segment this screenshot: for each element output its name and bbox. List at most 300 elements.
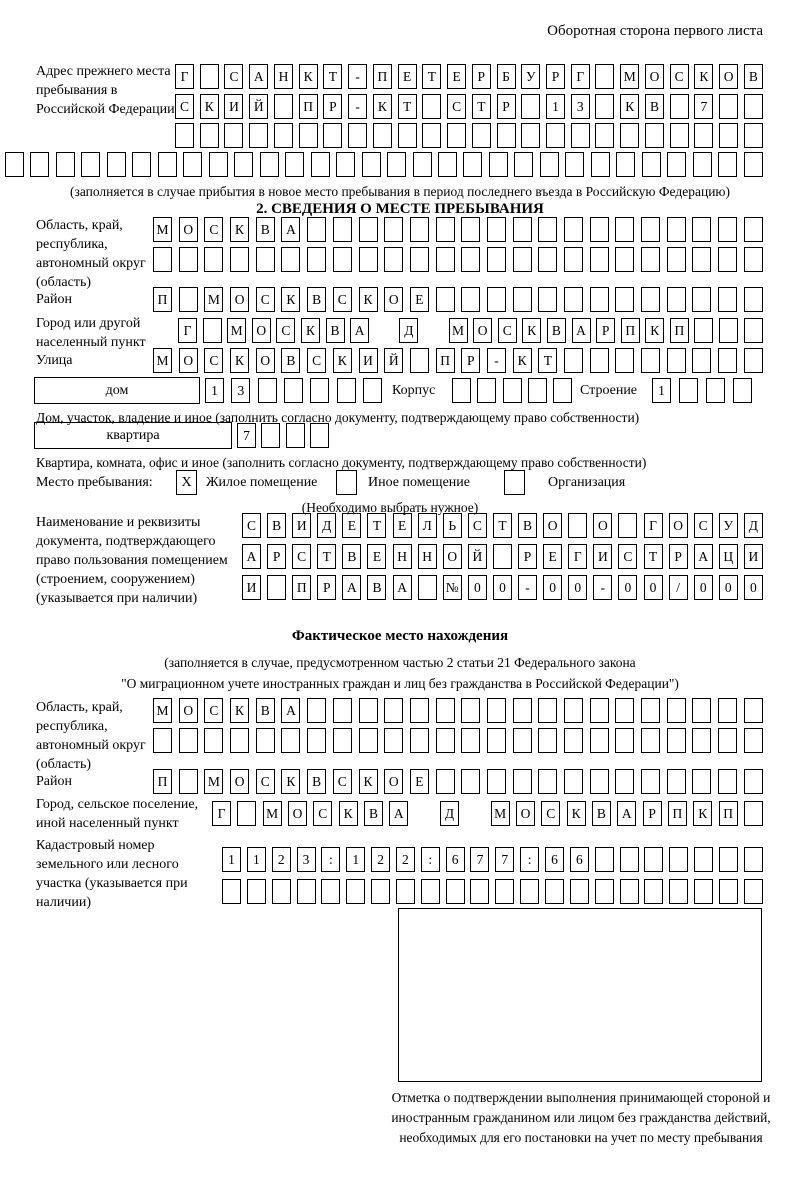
char-box[interactable]: С <box>333 769 352 794</box>
char-box[interactable] <box>694 879 713 904</box>
char-box[interactable] <box>452 378 471 403</box>
char-box[interactable] <box>132 152 151 177</box>
char-box[interactable] <box>692 247 711 272</box>
char-box[interactable]: В <box>307 287 326 312</box>
char-box[interactable] <box>200 123 219 148</box>
char-box[interactable]: А <box>249 64 268 89</box>
char-box[interactable] <box>461 247 480 272</box>
char-box[interactable]: Е <box>367 544 386 569</box>
char-box[interactable]: Т <box>644 544 663 569</box>
char-box[interactable]: М <box>153 348 172 373</box>
char-box[interactable] <box>615 217 634 242</box>
char-box[interactable]: О <box>179 698 198 723</box>
char-box[interactable]: А <box>281 698 300 723</box>
char-box[interactable] <box>336 152 355 177</box>
char-box[interactable]: : <box>421 847 440 872</box>
char-box[interactable]: С <box>276 318 295 343</box>
char-box[interactable]: О <box>384 287 403 312</box>
char-box[interactable] <box>237 801 256 826</box>
char-box[interactable]: О <box>230 769 249 794</box>
char-box[interactable]: К <box>281 287 300 312</box>
char-box[interactable] <box>719 123 738 148</box>
char-box[interactable]: С <box>242 513 261 538</box>
char-box[interactable]: К <box>281 769 300 794</box>
char-box[interactable]: А <box>694 544 713 569</box>
char-box[interactable]: М <box>204 287 223 312</box>
char-box[interactable]: 2 <box>371 847 390 872</box>
char-box[interactable]: № <box>443 575 462 600</box>
char-box[interactable]: Р <box>317 575 336 600</box>
char-box[interactable] <box>311 152 330 177</box>
char-box[interactable]: П <box>153 287 172 312</box>
char-box[interactable]: И <box>242 575 261 600</box>
char-box[interactable] <box>615 247 634 272</box>
char-box[interactable]: С <box>670 64 689 89</box>
char-box[interactable] <box>733 378 752 403</box>
char-box[interactable]: С <box>204 698 223 723</box>
char-box[interactable]: С <box>256 769 275 794</box>
char-box[interactable] <box>667 247 686 272</box>
char-box[interactable] <box>267 575 286 600</box>
char-box[interactable]: Р <box>546 64 565 89</box>
char-box[interactable]: 1 <box>346 847 365 872</box>
char-box[interactable] <box>744 247 763 272</box>
char-box[interactable] <box>641 217 660 242</box>
char-box[interactable] <box>30 152 49 177</box>
char-box[interactable] <box>81 152 100 177</box>
char-box[interactable]: А <box>617 801 636 826</box>
char-box[interactable]: П <box>153 769 172 794</box>
char-box[interactable] <box>620 879 639 904</box>
char-box[interactable] <box>384 728 403 753</box>
char-box[interactable]: Т <box>422 64 441 89</box>
char-box[interactable] <box>595 94 614 119</box>
char-box[interactable] <box>387 152 406 177</box>
char-box[interactable] <box>521 94 540 119</box>
char-box[interactable] <box>410 728 429 753</box>
char-box[interactable] <box>200 64 219 89</box>
char-box[interactable]: Н <box>274 64 293 89</box>
char-box[interactable] <box>620 847 639 872</box>
char-box[interactable]: В <box>342 544 361 569</box>
char-box[interactable] <box>209 152 228 177</box>
char-box[interactable]: П <box>668 801 687 826</box>
char-box[interactable] <box>359 728 378 753</box>
char-box[interactable]: 3 <box>297 847 316 872</box>
char-box[interactable] <box>590 698 609 723</box>
char-box[interactable] <box>564 728 583 753</box>
char-box[interactable] <box>359 217 378 242</box>
char-box[interactable] <box>418 575 437 600</box>
char-box[interactable]: В <box>518 513 537 538</box>
char-box[interactable]: С <box>204 217 223 242</box>
char-box[interactable] <box>615 698 634 723</box>
char-box[interactable] <box>564 217 583 242</box>
char-box[interactable] <box>446 879 465 904</box>
char-box[interactable] <box>158 152 177 177</box>
char-box[interactable]: С <box>694 513 713 538</box>
char-box[interactable]: 0 <box>493 575 512 600</box>
char-box[interactable]: И <box>744 544 763 569</box>
char-box[interactable] <box>718 698 737 723</box>
char-box[interactable] <box>595 64 614 89</box>
char-box[interactable]: 1 <box>205 378 224 403</box>
char-box[interactable] <box>310 378 329 403</box>
char-box[interactable] <box>644 847 663 872</box>
char-box[interactable] <box>436 247 455 272</box>
char-box[interactable] <box>307 728 326 753</box>
char-box[interactable] <box>436 217 455 242</box>
char-box[interactable] <box>706 378 725 403</box>
char-box[interactable] <box>692 728 711 753</box>
char-box[interactable]: К <box>359 287 378 312</box>
char-box[interactable]: Е <box>447 64 466 89</box>
apartment-type-box[interactable]: квартира <box>34 422 232 449</box>
char-box[interactable]: О <box>473 318 492 343</box>
char-box[interactable] <box>641 728 660 753</box>
char-box[interactable]: Й <box>384 348 403 373</box>
char-box[interactable] <box>615 287 634 312</box>
char-box[interactable]: М <box>449 318 468 343</box>
char-box[interactable] <box>362 152 381 177</box>
char-box[interactable] <box>410 698 429 723</box>
char-box[interactable] <box>667 217 686 242</box>
char-box[interactable] <box>359 698 378 723</box>
char-box[interactable] <box>107 152 126 177</box>
char-box[interactable]: 3 <box>571 94 590 119</box>
char-box[interactable] <box>307 217 326 242</box>
char-box[interactable]: П <box>373 64 392 89</box>
char-box[interactable]: Ц <box>719 544 738 569</box>
char-box[interactable]: Г <box>178 318 197 343</box>
char-box[interactable]: 3 <box>231 378 250 403</box>
char-box[interactable] <box>641 247 660 272</box>
char-box[interactable]: - <box>518 575 537 600</box>
char-box[interactable] <box>642 152 661 177</box>
char-box[interactable] <box>297 879 316 904</box>
char-box[interactable] <box>545 879 564 904</box>
char-box[interactable]: В <box>367 575 386 600</box>
char-box[interactable]: : <box>321 847 340 872</box>
char-box[interactable]: К <box>373 94 392 119</box>
char-box[interactable] <box>256 728 275 753</box>
char-box[interactable] <box>667 698 686 723</box>
char-box[interactable] <box>719 847 738 872</box>
char-box[interactable] <box>670 94 689 119</box>
char-box[interactable] <box>571 123 590 148</box>
char-box[interactable]: 0 <box>543 575 562 600</box>
char-box[interactable] <box>234 152 253 177</box>
char-box[interactable] <box>179 728 198 753</box>
char-box[interactable] <box>641 769 660 794</box>
char-box[interactable] <box>204 247 223 272</box>
char-box[interactable] <box>447 123 466 148</box>
char-box[interactable] <box>281 728 300 753</box>
char-box[interactable] <box>615 348 634 373</box>
char-box[interactable] <box>461 769 480 794</box>
char-box[interactable]: 0 <box>468 575 487 600</box>
char-box[interactable]: О <box>179 217 198 242</box>
checkbox-organizatsiya[interactable] <box>504 470 525 495</box>
char-box[interactable] <box>421 879 440 904</box>
char-box[interactable] <box>513 247 532 272</box>
char-box[interactable]: А <box>389 801 408 826</box>
char-box[interactable]: Г <box>212 801 231 826</box>
char-box[interactable]: С <box>333 287 352 312</box>
char-box[interactable] <box>333 217 352 242</box>
char-box[interactable] <box>493 544 512 569</box>
char-box[interactable] <box>175 123 194 148</box>
char-box[interactable] <box>179 247 198 272</box>
char-box[interactable] <box>396 879 415 904</box>
char-box[interactable]: А <box>242 544 261 569</box>
char-box[interactable]: К <box>513 348 532 373</box>
char-box[interactable] <box>183 152 202 177</box>
char-box[interactable]: С <box>313 801 332 826</box>
char-box[interactable] <box>461 698 480 723</box>
char-box[interactable] <box>422 123 441 148</box>
char-box[interactable] <box>513 728 532 753</box>
char-box[interactable] <box>692 698 711 723</box>
char-box[interactable]: 7 <box>694 94 713 119</box>
char-box[interactable]: И <box>593 544 612 569</box>
char-box[interactable]: В <box>645 94 664 119</box>
char-box[interactable] <box>744 698 763 723</box>
char-box[interactable] <box>564 287 583 312</box>
char-box[interactable] <box>694 318 713 343</box>
char-box[interactable] <box>359 247 378 272</box>
char-box[interactable]: С <box>618 544 637 569</box>
char-box[interactable] <box>718 152 737 177</box>
char-box[interactable] <box>261 423 280 448</box>
char-box[interactable]: Д <box>744 513 763 538</box>
char-box[interactable] <box>667 769 686 794</box>
char-box[interactable] <box>497 123 516 148</box>
char-box[interactable]: В <box>256 698 275 723</box>
char-box[interactable]: Г <box>175 64 194 89</box>
char-box[interactable] <box>487 287 506 312</box>
char-box[interactable]: 6 <box>446 847 465 872</box>
char-box[interactable] <box>645 123 664 148</box>
char-box[interactable] <box>307 247 326 272</box>
char-box[interactable]: П <box>436 348 455 373</box>
house-type-box[interactable]: дом <box>34 377 200 404</box>
char-box[interactable] <box>470 879 489 904</box>
char-box[interactable] <box>744 123 763 148</box>
char-box[interactable] <box>384 698 403 723</box>
char-box[interactable] <box>513 769 532 794</box>
char-box[interactable]: К <box>645 318 664 343</box>
char-box[interactable] <box>669 847 688 872</box>
char-box[interactable]: В <box>592 801 611 826</box>
char-box[interactable]: - <box>487 348 506 373</box>
char-box[interactable]: С <box>541 801 560 826</box>
char-box[interactable]: К <box>620 94 639 119</box>
char-box[interactable]: К <box>567 801 586 826</box>
char-box[interactable]: Д <box>440 801 459 826</box>
char-box[interactable] <box>538 287 557 312</box>
char-box[interactable]: 0 <box>644 575 663 600</box>
char-box[interactable] <box>281 247 300 272</box>
char-box[interactable] <box>520 879 539 904</box>
char-box[interactable] <box>718 217 737 242</box>
char-box[interactable] <box>744 769 763 794</box>
char-box[interactable] <box>410 217 429 242</box>
char-box[interactable] <box>284 378 303 403</box>
char-box[interactable] <box>514 152 533 177</box>
char-box[interactable]: М <box>227 318 246 343</box>
char-box[interactable] <box>744 879 763 904</box>
char-box[interactable]: О <box>516 801 535 826</box>
char-box[interactable] <box>513 217 532 242</box>
char-box[interactable] <box>667 728 686 753</box>
char-box[interactable] <box>540 152 559 177</box>
char-box[interactable]: 0 <box>568 575 587 600</box>
char-box[interactable]: О <box>288 801 307 826</box>
char-box[interactable]: К <box>230 217 249 242</box>
char-box[interactable] <box>744 318 763 343</box>
char-box[interactable] <box>719 879 738 904</box>
char-box[interactable]: Р <box>472 64 491 89</box>
char-box[interactable] <box>5 152 24 177</box>
char-box[interactable] <box>744 728 763 753</box>
char-box[interactable]: Л <box>418 513 437 538</box>
char-box[interactable]: В <box>326 318 345 343</box>
char-box[interactable] <box>744 801 763 826</box>
char-box[interactable]: С <box>175 94 194 119</box>
char-box[interactable] <box>258 378 277 403</box>
char-box[interactable] <box>615 728 634 753</box>
char-box[interactable] <box>384 247 403 272</box>
char-box[interactable] <box>222 879 241 904</box>
char-box[interactable]: Е <box>543 544 562 569</box>
char-box[interactable]: Р <box>518 544 537 569</box>
char-box[interactable] <box>436 769 455 794</box>
char-box[interactable] <box>615 769 634 794</box>
char-box[interactable]: К <box>522 318 541 343</box>
char-box[interactable]: С <box>307 348 326 373</box>
char-box[interactable] <box>274 94 293 119</box>
char-box[interactable] <box>56 152 75 177</box>
char-box[interactable] <box>410 348 429 373</box>
char-box[interactable]: 0 <box>618 575 637 600</box>
char-box[interactable] <box>413 152 432 177</box>
char-box[interactable] <box>230 728 249 753</box>
char-box[interactable]: О <box>669 513 688 538</box>
char-box[interactable] <box>718 287 737 312</box>
char-box[interactable]: 1 <box>652 378 671 403</box>
char-box[interactable]: Н <box>418 544 437 569</box>
char-box[interactable] <box>692 217 711 242</box>
char-box[interactable] <box>398 123 417 148</box>
char-box[interactable]: 2 <box>396 847 415 872</box>
char-box[interactable] <box>644 879 663 904</box>
char-box[interactable] <box>669 879 688 904</box>
char-box[interactable]: К <box>200 94 219 119</box>
char-box[interactable]: Т <box>493 513 512 538</box>
char-box[interactable] <box>595 879 614 904</box>
char-box[interactable] <box>346 879 365 904</box>
char-box[interactable]: П <box>670 318 689 343</box>
char-box[interactable]: О <box>384 769 403 794</box>
char-box[interactable] <box>744 287 763 312</box>
char-box[interactable] <box>565 152 584 177</box>
char-box[interactable]: Г <box>571 64 590 89</box>
char-box[interactable] <box>272 879 291 904</box>
char-box[interactable] <box>618 513 637 538</box>
char-box[interactable]: Е <box>410 769 429 794</box>
char-box[interactable]: О <box>443 544 462 569</box>
char-box[interactable]: К <box>694 64 713 89</box>
char-box[interactable]: В <box>307 769 326 794</box>
char-box[interactable] <box>590 348 609 373</box>
char-box[interactable]: М <box>153 217 172 242</box>
char-box[interactable] <box>299 123 318 148</box>
char-box[interactable]: К <box>333 348 352 373</box>
char-box[interactable] <box>693 152 712 177</box>
char-box[interactable] <box>521 123 540 148</box>
char-box[interactable]: - <box>593 575 612 600</box>
char-box[interactable] <box>461 287 480 312</box>
char-box[interactable] <box>564 348 583 373</box>
char-box[interactable]: Н <box>393 544 412 569</box>
char-box[interactable]: Р <box>267 544 286 569</box>
char-box[interactable]: : <box>520 847 539 872</box>
char-box[interactable] <box>477 378 496 403</box>
char-box[interactable]: П <box>292 575 311 600</box>
char-box[interactable] <box>718 348 737 373</box>
char-box[interactable]: Г <box>568 544 587 569</box>
char-box[interactable] <box>595 847 614 872</box>
char-box[interactable]: С <box>447 94 466 119</box>
char-box[interactable] <box>744 847 763 872</box>
char-box[interactable]: А <box>342 575 361 600</box>
char-box[interactable]: О <box>593 513 612 538</box>
char-box[interactable] <box>463 152 482 177</box>
char-box[interactable] <box>363 378 382 403</box>
char-box[interactable] <box>256 247 275 272</box>
char-box[interactable] <box>487 728 506 753</box>
char-box[interactable] <box>348 123 367 148</box>
char-box[interactable] <box>503 378 522 403</box>
char-box[interactable]: К <box>299 64 318 89</box>
char-box[interactable]: 1 <box>546 94 565 119</box>
char-box[interactable]: О <box>645 64 664 89</box>
char-box[interactable]: Р <box>669 544 688 569</box>
char-box[interactable] <box>568 513 587 538</box>
char-box[interactable]: Д <box>399 318 418 343</box>
char-box[interactable]: 2 <box>272 847 291 872</box>
char-box[interactable] <box>744 348 763 373</box>
char-box[interactable]: О <box>719 64 738 89</box>
char-box[interactable] <box>692 287 711 312</box>
char-box[interactable] <box>718 247 737 272</box>
char-box[interactable] <box>495 879 514 904</box>
char-box[interactable]: П <box>621 318 640 343</box>
char-box[interactable]: И <box>224 94 243 119</box>
char-box[interactable]: О <box>256 348 275 373</box>
char-box[interactable] <box>333 728 352 753</box>
char-box[interactable] <box>667 348 686 373</box>
char-box[interactable]: О <box>230 287 249 312</box>
char-box[interactable]: И <box>292 513 311 538</box>
char-box[interactable] <box>274 123 293 148</box>
char-box[interactable]: В <box>744 64 763 89</box>
char-box[interactable] <box>744 94 763 119</box>
char-box[interactable]: А <box>350 318 369 343</box>
char-box[interactable] <box>333 247 352 272</box>
char-box[interactable]: У <box>521 64 540 89</box>
